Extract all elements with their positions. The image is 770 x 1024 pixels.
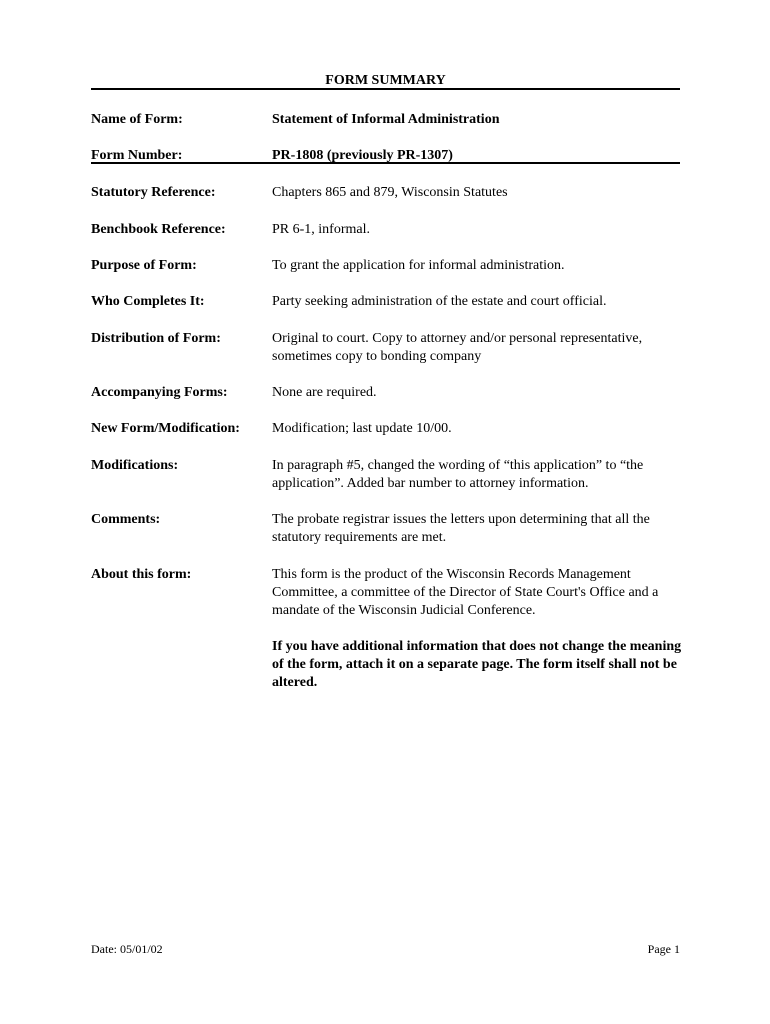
footer-date: Date: 05/01/02 — [91, 942, 163, 956]
row-label: Who Completes It: — [91, 294, 205, 309]
row-value: To grant the application for informal administration. — [272, 258, 565, 273]
notice-text: If you have additional information that does not change the meaning of the form, attach it on a separate page. The form itself shall not be altered. — [272, 639, 682, 690]
row-value: Chapters 865 and 879, Wisconsin Statutes — [272, 185, 508, 200]
row-value: In paragraph #5, changed the wording of “this application” to “the application”. Added bar number to attorney information. — [272, 458, 644, 491]
row-label: Accompanying Forms: — [91, 385, 228, 400]
row-value: PR-1808 (previously PR-1307) — [272, 148, 453, 163]
row-label: Modifications: — [91, 458, 179, 473]
row-label: Statutory Reference: — [91, 185, 216, 200]
row-value: The probate registrar issues the letters upon determining that all the statutory requirements are met. — [272, 512, 650, 545]
row-label: About this form: — [91, 567, 192, 582]
row-value: PR 6-1, informal. — [272, 222, 370, 237]
footer-page-number: Page 1 — [647, 942, 680, 956]
row-value: This form is the product of the Wisconsin Records Management Committee, a committee of the Director of State Court's Office and a mandate of the Wisconsin Judicial Conference. — [272, 567, 659, 618]
row-value: Statement of Informal Administration — [272, 112, 500, 127]
row-label: Name of Form: — [91, 112, 183, 127]
row-value: Party seeking administration of the estate and court official. — [272, 294, 607, 309]
row-value: Modification; last update 10/00. — [272, 421, 452, 436]
title-underline — [91, 88, 680, 90]
row-value: None are required. — [272, 385, 377, 400]
form-number-underline — [91, 162, 680, 164]
row-label: Form Number: — [91, 148, 183, 163]
row-label: Benchbook Reference: — [91, 222, 226, 237]
row-value: Original to court. Copy to attorney and/or personal representative, sometimes copy to bonding company — [272, 331, 643, 364]
page-title: FORM SUMMARY — [325, 73, 446, 88]
row-label: New Form/Modification: — [91, 421, 240, 436]
row-label: Comments: — [91, 512, 161, 527]
row-label: Purpose of Form: — [91, 258, 197, 273]
row-label: Distribution of Form: — [91, 331, 221, 346]
